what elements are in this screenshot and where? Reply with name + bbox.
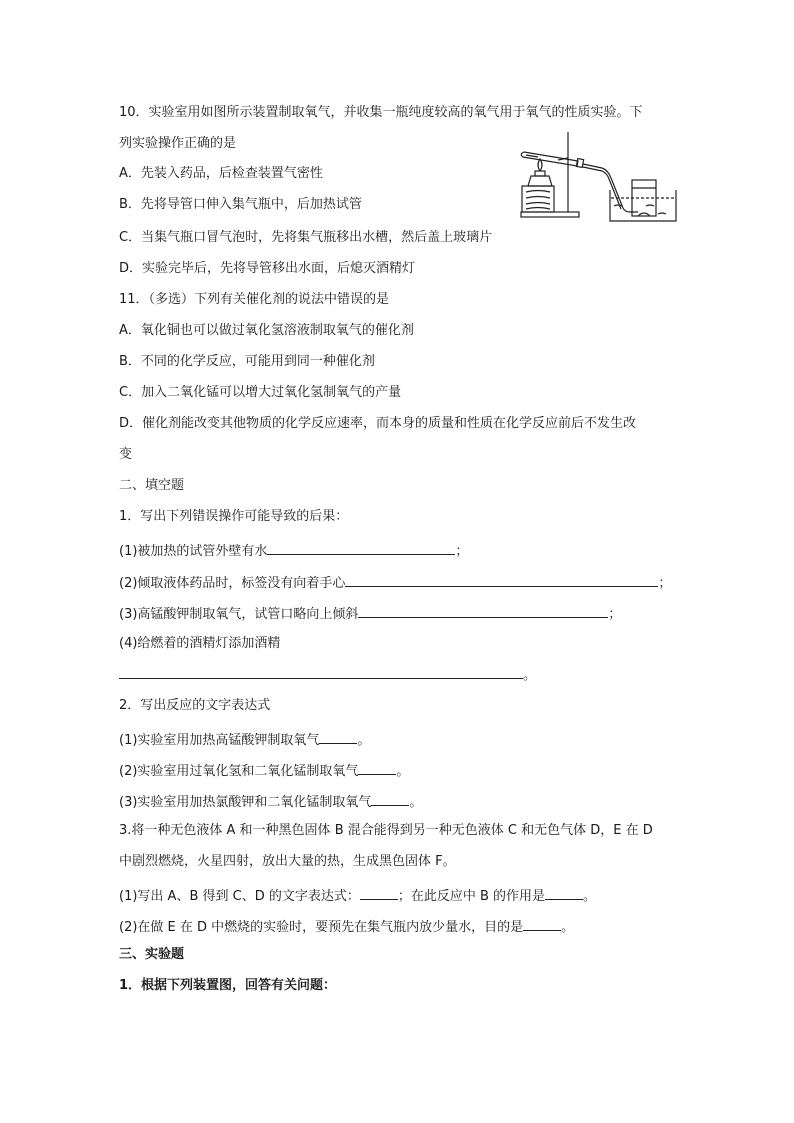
answer-blank[interactable]: [119, 664, 523, 679]
q10-option-b: B．先将导管口伸入集气瓶中，后加热试管: [119, 197, 362, 212]
answer-blank[interactable]: [358, 603, 608, 618]
section2-heading: 二、填空题: [119, 478, 185, 493]
s2-q1-item2: (2)倾取液体药品时，标签没有向着手心 ；: [119, 572, 671, 593]
answer-blank[interactable]: [371, 791, 409, 806]
s2-q1-stem: 1．写出下列错误操作可能导致的后果：: [119, 509, 349, 524]
q10-stem-line1: 10．实验室用如图所示装置制取氧气，并收集一瓶纯度较高的氧气用于氧气的性质实验。下: [119, 105, 643, 120]
test-tube: [521, 152, 578, 166]
q11-option-c: C．加入二氧化锰可以增大过氧化氢制氧气的产量: [119, 385, 402, 400]
q11-option-a: A．氧化铜也可以做过氧化氢溶液制取氧气的催化剂: [119, 323, 414, 338]
s3-q1-stem: 1．根据下列装置图，回答有关问题：: [119, 978, 337, 993]
s2-q3-part1: (1)写出 A、B 得到 C、D 的文字表达式： ；在此反应中 B 的作用是 。: [119, 885, 596, 906]
q10-option-a: A．先装入药品，后检查装置气密性: [119, 166, 323, 181]
s2-q1-item1: (1)被加热的试管外壁有水 ；: [119, 540, 468, 561]
q10-option-c: C．当集气瓶口冒气泡时，先将集气瓶移出水槽，然后盖上玻璃片: [119, 230, 493, 245]
answer-blank[interactable]: [360, 885, 398, 900]
q10-stem-line2: 列实验操作正确的是: [119, 136, 237, 151]
s2-q2-item1: (1)实验室用加热高锰酸钾制取氧气 。: [119, 729, 370, 750]
q11-option-b: B．不同的化学反应，可能用到同一种催化剂: [119, 354, 375, 369]
q11-option-d: D．催化剂能改变其他物质的化学反应速率，而本身的质量和性质在化学反应前后不发生改: [119, 416, 637, 431]
s2-q3-stem-line1: 3.将一种无色液体 A 和一种黑色固体 B 混合能得到另一种无色液体 C 和无色气体 D，E 在 D: [119, 823, 653, 838]
s2-q2-item3: (3)实验室用加热氯酸钾和二氧化锰制取氧气 。: [119, 791, 422, 812]
answer-blank[interactable]: [345, 572, 658, 587]
answer-blank[interactable]: [545, 885, 583, 900]
s2-q1-item3: (3)高锰酸钾制取氧气，试管口略向上倾斜 ；: [119, 603, 621, 624]
oxygen-apparatus-figure: [518, 128, 678, 226]
s2-q1-item4: (4)给燃着的酒精灯添加酒精: [119, 636, 281, 651]
s2-q2-item2: (2)实验室用过氧化氢和二氧化锰制取氧气 。: [119, 760, 409, 781]
q10-option-d: D．实验完毕后，先将导管移出水面，后熄灭酒精灯: [119, 261, 416, 276]
q11-stem: 11．（多选）下列有关催化剂的说法中错误的是: [119, 292, 390, 307]
answer-blank[interactable]: [267, 540, 455, 555]
section3-heading: 三、实验题: [119, 947, 185, 962]
answer-blank[interactable]: [319, 729, 357, 744]
s2-q1-item4-blank-line: 。: [119, 664, 536, 685]
s2-q2-stem: 2．写出反应的文字表达式: [119, 698, 271, 713]
answer-blank[interactable]: [358, 760, 396, 775]
stand-base: [521, 212, 579, 217]
s2-q3-part2: (2)在做 E 在 D 中燃烧的实验时，要预先在集气瓶内放少量水，目的是 。: [119, 916, 574, 937]
s2-q3-stem-line2: 中剧烈燃烧，火星四射，放出大量的热，生成黑色固体 F。: [119, 854, 456, 869]
q11-option-d-cont: 变: [119, 447, 133, 462]
alcohol-lamp: [528, 176, 552, 186]
answer-blank[interactable]: [523, 916, 561, 931]
